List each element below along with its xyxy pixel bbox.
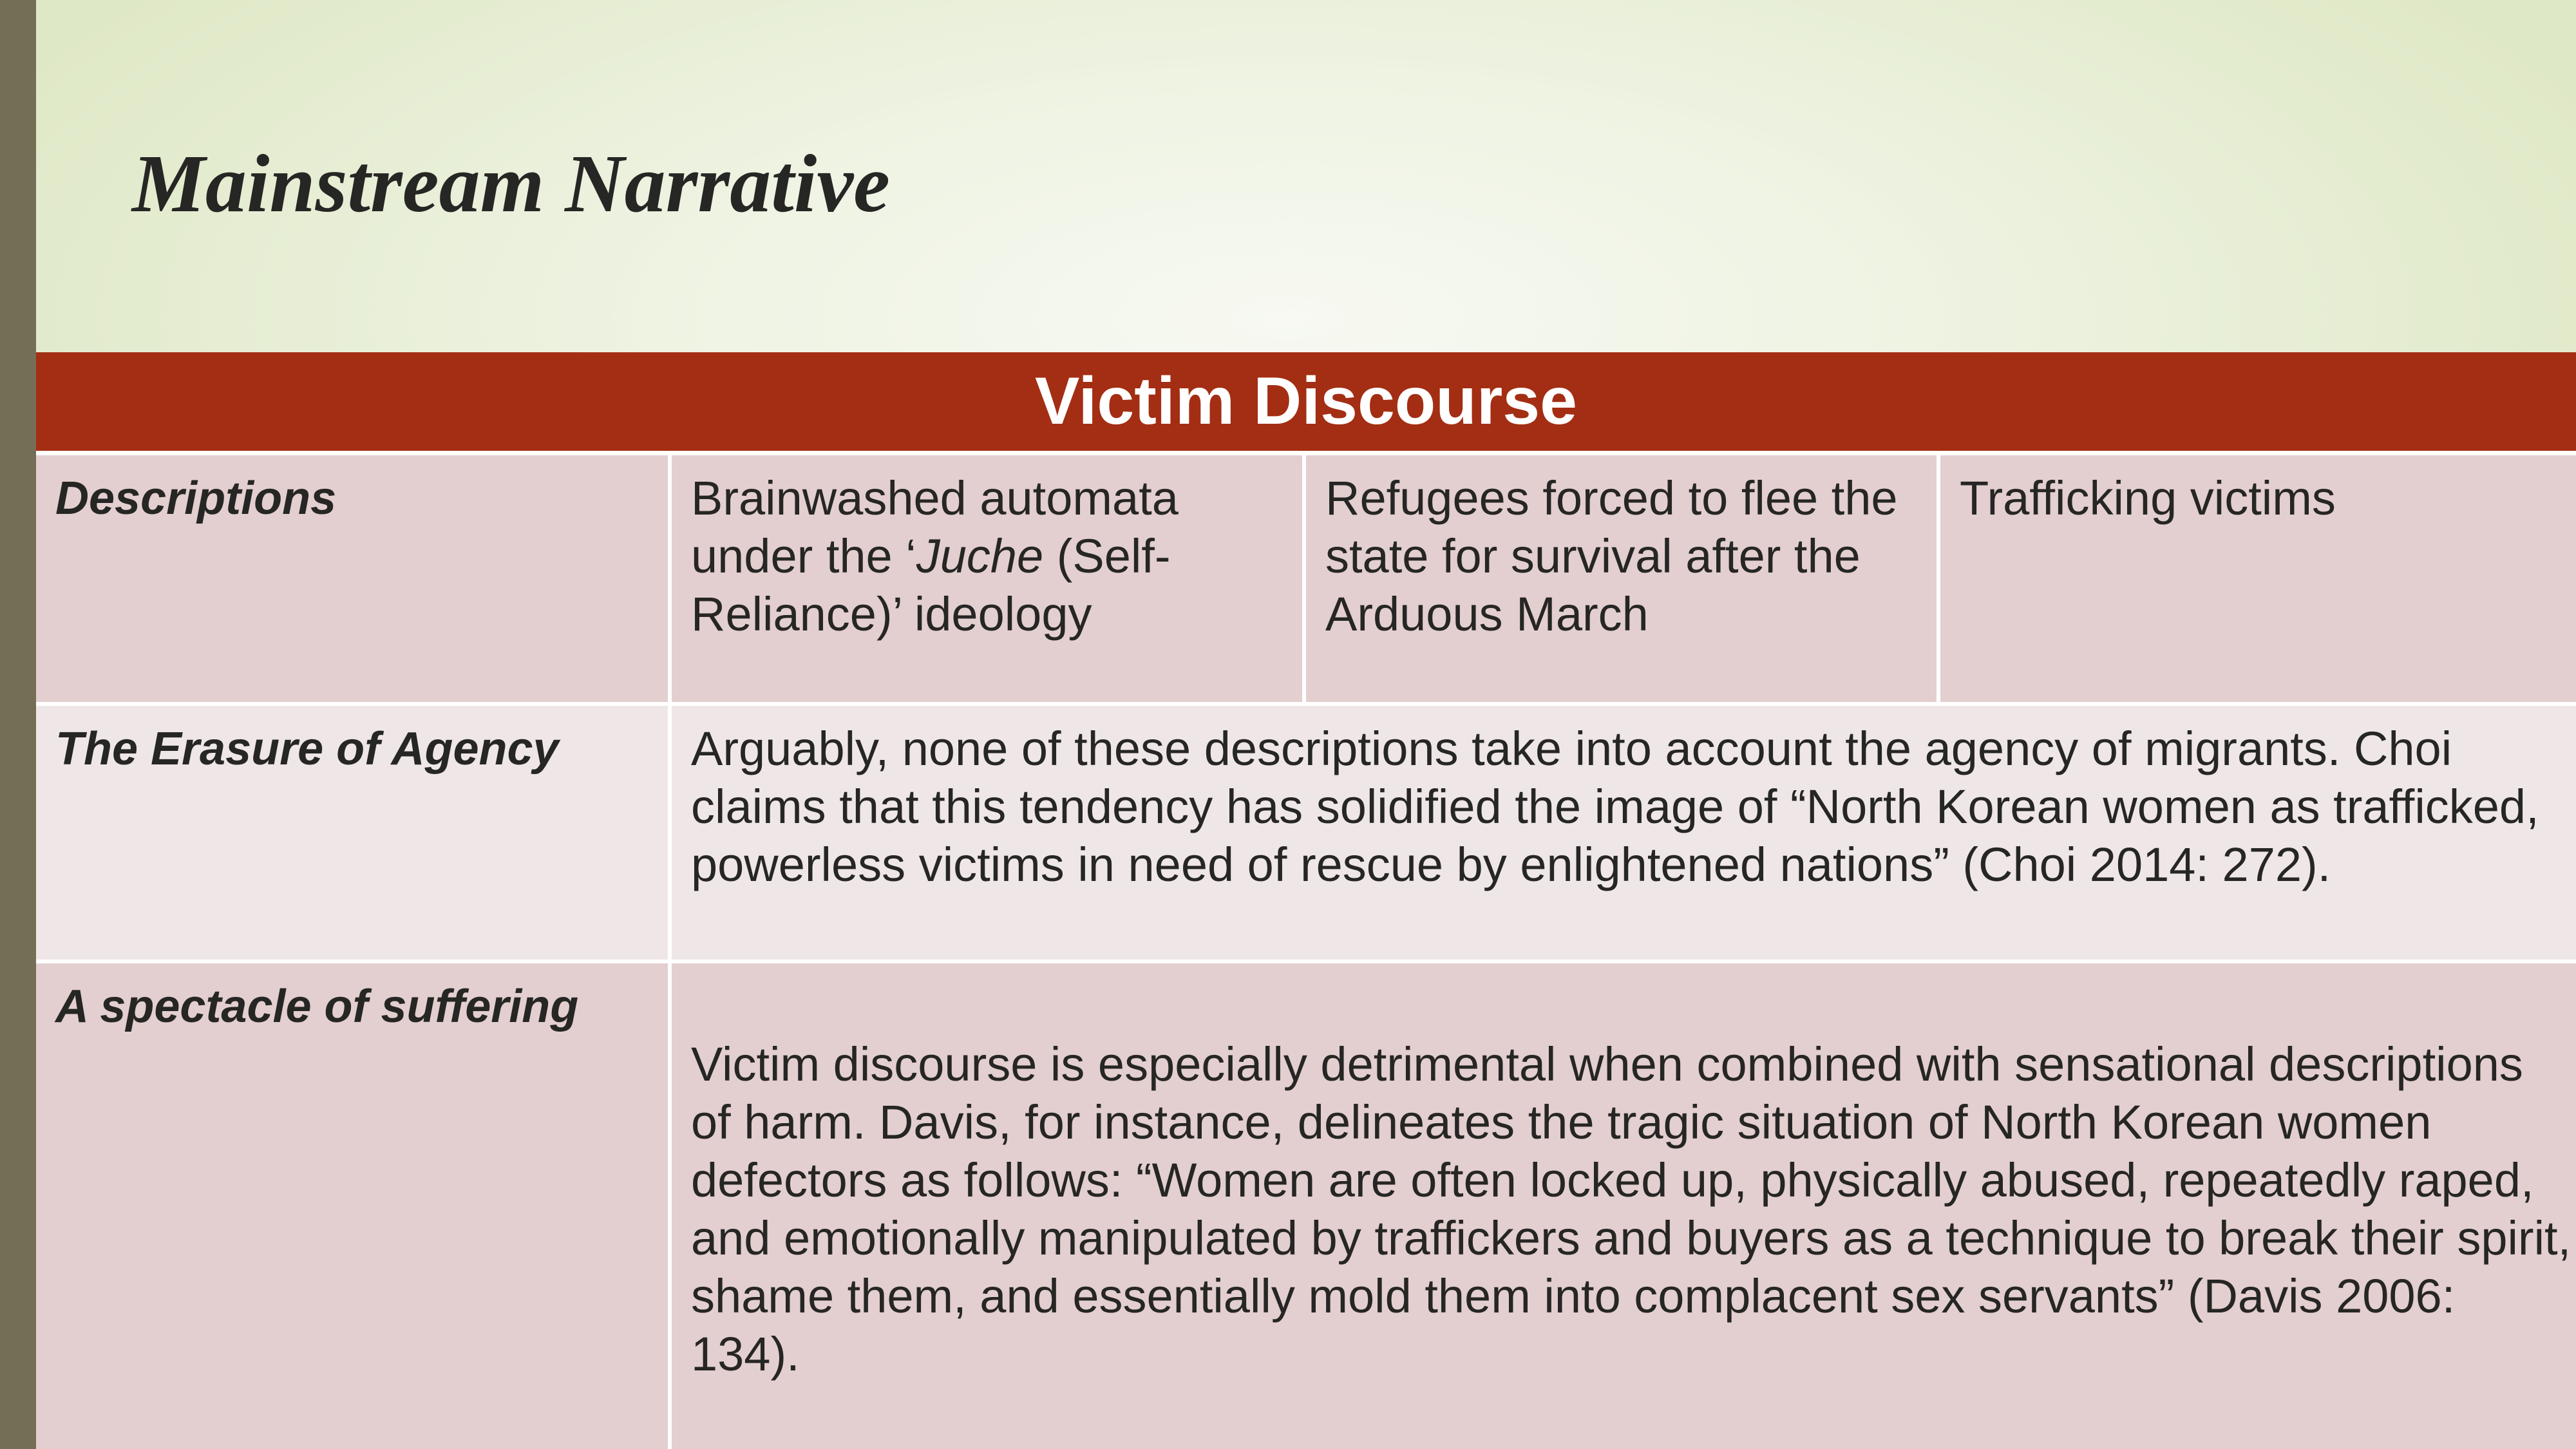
slide-title: Mainstream Narrative (132, 138, 890, 229)
description-cell-refugees: Refugees forced to flee the state for survival after the Arduous March (1306, 455, 1937, 702)
spectacle-of-suffering-text: Victim discourse is especially detrimental when combined with sensational descriptions of harm. Davis, for instance, delineates the tragic situation of North Korean women defectors as follows: “Women are often locked up, physically abused, repeatedly raped, and emotionally manipulated by traffickers and buyers as a technique to break their spirit, shame them, and essentially mold them into complacent sex servants” (Davis 2006: 134). (672, 963, 2576, 1449)
row-label-spectacle-of-suffering: A spectacle of suffering (36, 963, 668, 1449)
description-cell-trafficking: Trafficking victims (1940, 455, 2576, 702)
description-text-part: (Self-Reliance)’ ideology (691, 529, 1171, 641)
description-text-part: Brainwashed automata under the ‘ (691, 471, 1179, 583)
left-accent-bar (0, 0, 36, 1449)
table-header: Victim Discourse (36, 352, 2576, 451)
erasure-of-agency-text: Arguably, none of these descriptions take into account the agency of migrants. Choi claims that this tendency has solidified the image of “North Korean women as trafficked, powerless victims in need of rescue by enlightened nations” (Choi 2014: 272). (672, 706, 2576, 960)
juche-term: Juche (916, 529, 1044, 583)
row-label-descriptions: Descriptions (36, 455, 668, 702)
description-cell-brainwashed (672, 455, 1302, 702)
row-label-erasure-of-agency: The Erasure of Agency (36, 706, 668, 960)
victim-discourse-table (36, 352, 2576, 1449)
